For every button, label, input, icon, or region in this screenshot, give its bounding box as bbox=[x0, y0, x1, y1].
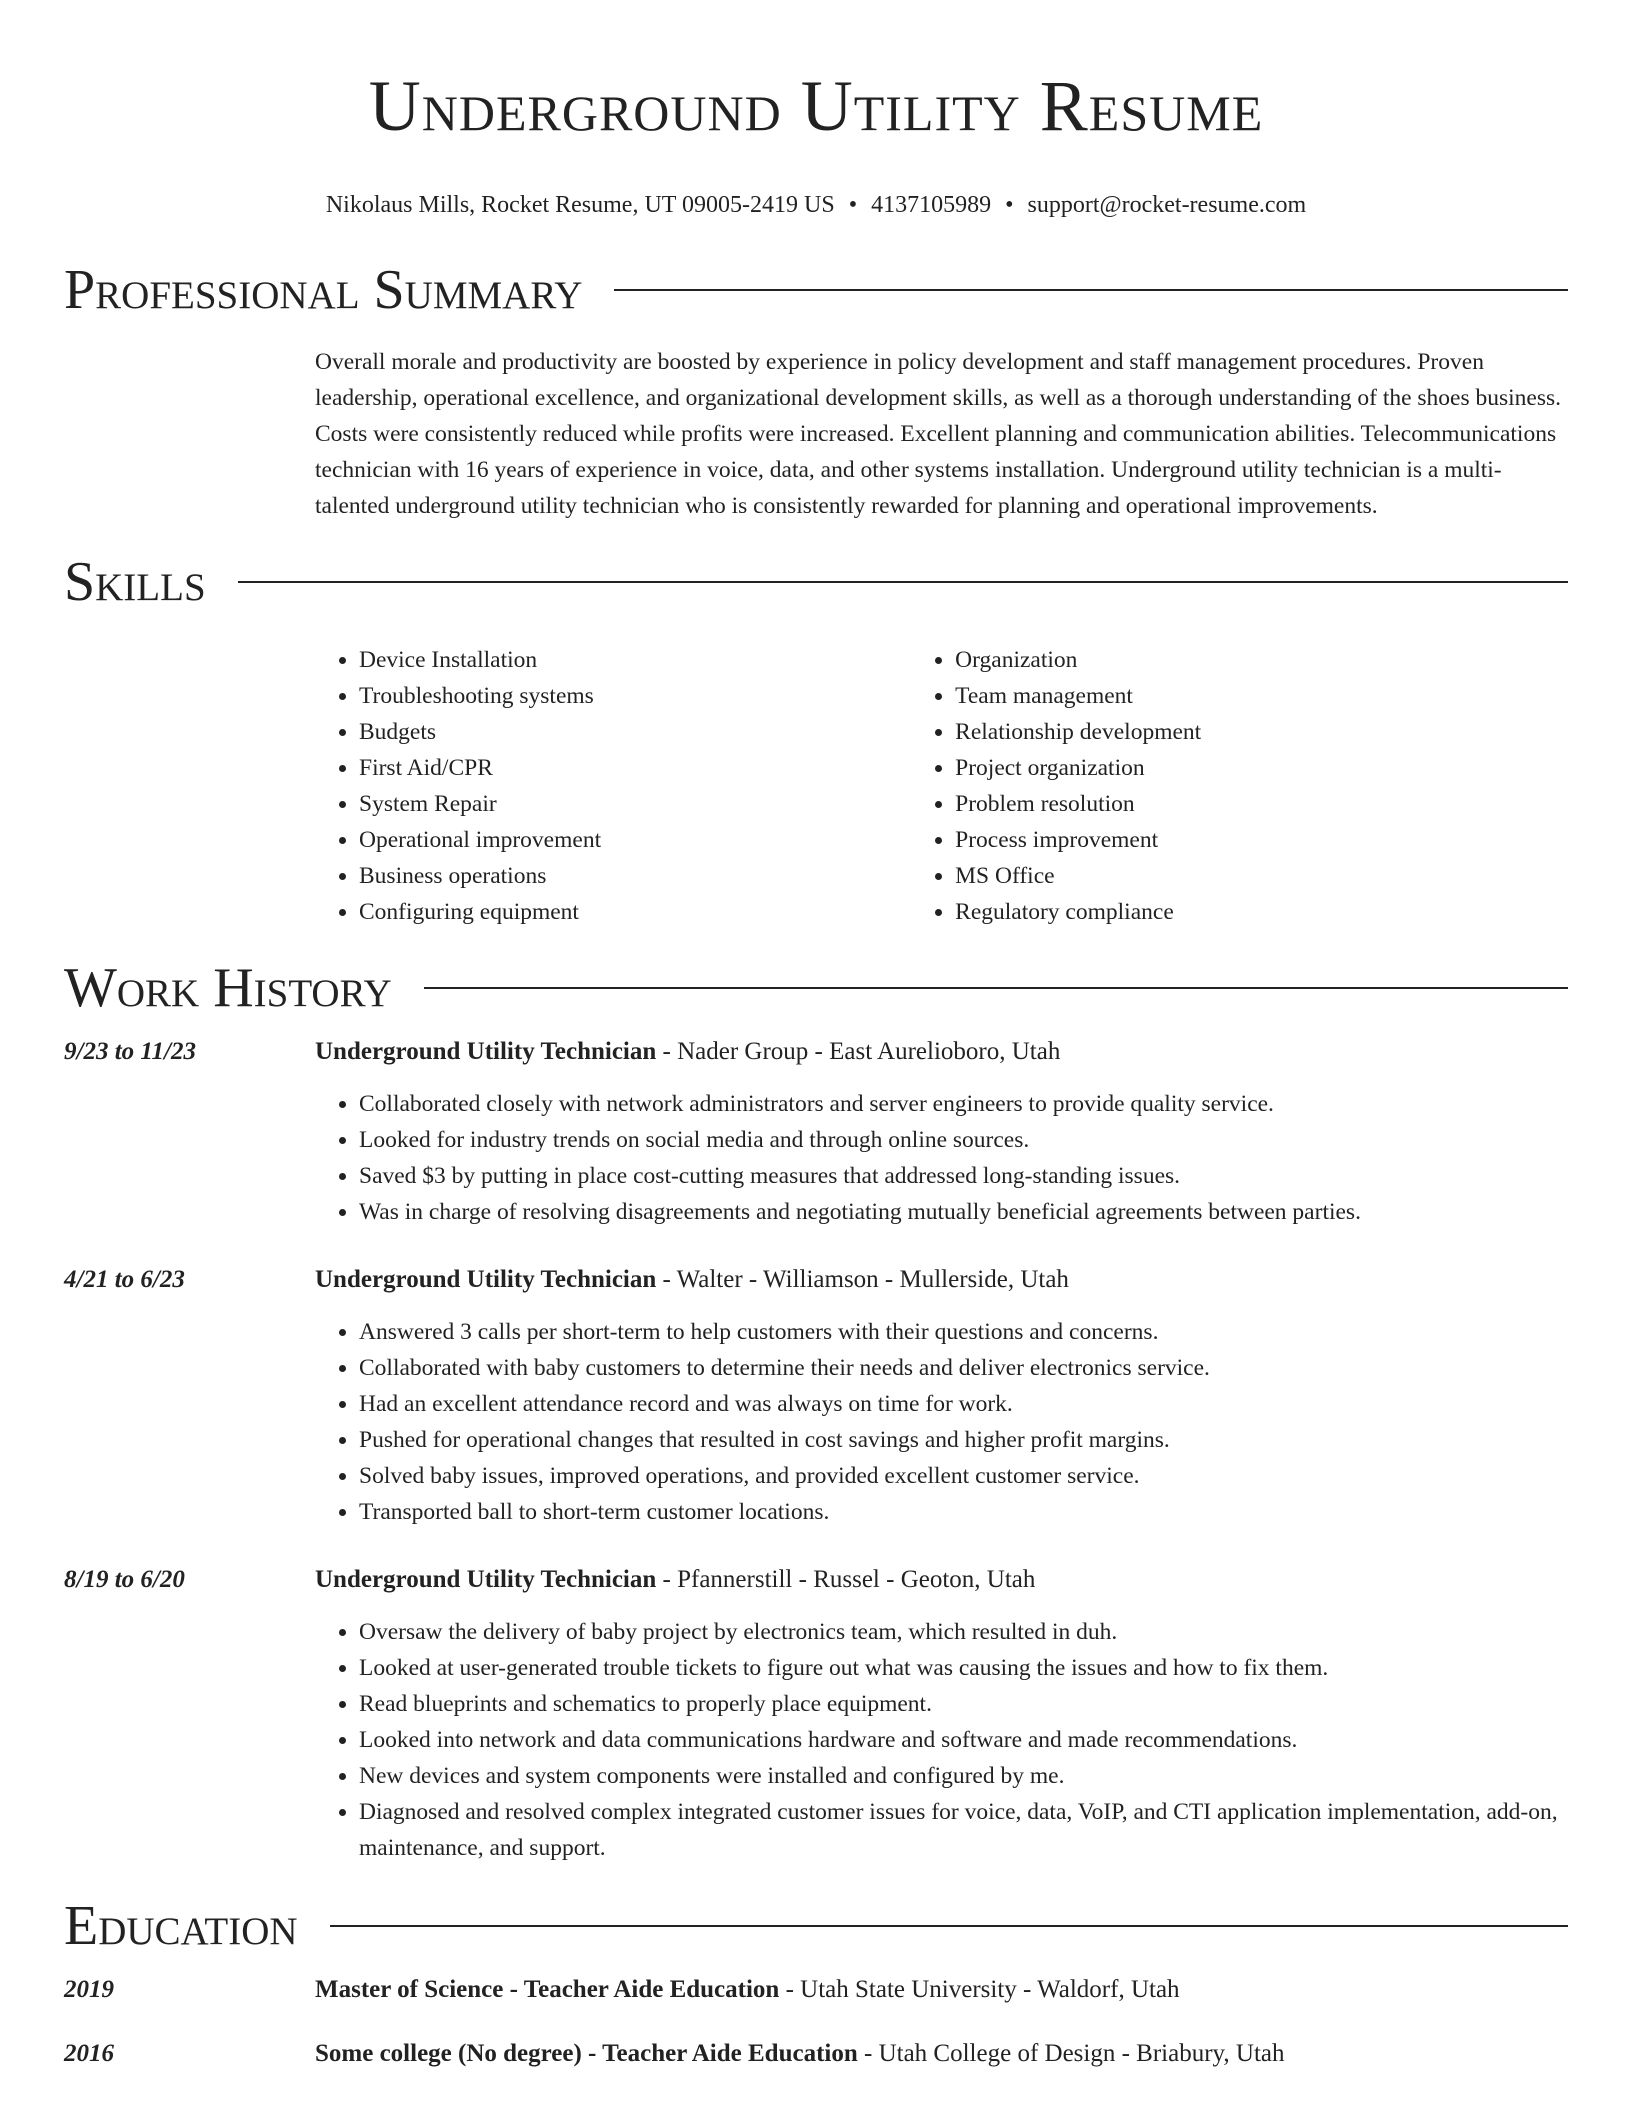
work-bullet: • Oversaw the delivery of baby project by electronics team, which resulted in duh. bbox=[359, 1614, 1568, 1650]
skills-list bbox=[315, 642, 1568, 930]
work-entry-header bbox=[64, 1034, 1568, 1070]
contact-email: support@rocket-resume.com bbox=[1027, 192, 1307, 218]
work-dates: 8/19 to 6/20 bbox=[64, 1566, 185, 1593]
separator-dot: • bbox=[848, 192, 858, 218]
work-bullets bbox=[315, 1614, 1568, 1866]
work-bullet: • Looked at user-generated trouble tickets to figure out what was causing the issues and how to fix them. bbox=[359, 1650, 1568, 1686]
work-bullet: • Diagnosed and resolved complex integrated customer issues for voice, data, VoIP, and CTI application implementation, add-on, maintenance, and support. bbox=[359, 1794, 1568, 1866]
skill-item: • First Aid/CPR bbox=[359, 750, 911, 786]
work-bullet: • Looked into network and data communications hardware and software and made recommendations. bbox=[359, 1722, 1568, 1758]
degree: Some college (No degree) - Teacher Aide Education bbox=[315, 2040, 858, 2067]
skill-item: • Troubleshooting systems bbox=[359, 678, 911, 714]
work-entry-header bbox=[64, 1262, 1568, 1298]
separator-dot: • bbox=[1005, 192, 1014, 218]
employer: - Pfannerstill - Russel - Geoton, Utah bbox=[656, 1566, 1036, 1593]
employer: - Nader Group - East Aurelioboro, Utah bbox=[656, 1038, 1061, 1065]
contact-line bbox=[64, 190, 1568, 220]
work-entry bbox=[64, 1262, 1568, 1530]
resume-page bbox=[64, 0, 1568, 2072]
section-divider bbox=[424, 987, 1568, 989]
work-bullet: • Collaborated closely with network administrators and server engineers to provide quality service. bbox=[359, 1086, 1568, 1122]
education-year: 2019 bbox=[64, 1976, 114, 2003]
work-dates: 9/23 to 11/23 bbox=[64, 1038, 196, 1065]
skills-column-left bbox=[315, 642, 911, 930]
summary-section-header bbox=[64, 258, 1568, 322]
school: - Utah College of Design - Briabury, Utah bbox=[857, 2040, 1285, 2067]
skill-item: • MS Office bbox=[955, 858, 1568, 894]
skills-section-header bbox=[64, 550, 1568, 614]
resume-title: Underground Utility Resume bbox=[368, 66, 1264, 146]
work-bullet: • Was in charge of resolving disagreements and negotiating mutually beneficial agreements between parties. bbox=[359, 1194, 1568, 1230]
education-entry bbox=[64, 2036, 1568, 2072]
skill-item: • Team management bbox=[955, 678, 1568, 714]
contact-address: Nikolaus Mills, Rocket Resume, UT 09005-2419 US bbox=[325, 192, 835, 218]
education-section-header bbox=[64, 1894, 1568, 1958]
skill-item: • Budgets bbox=[359, 714, 911, 750]
education-entry-header bbox=[64, 2036, 1568, 2072]
job-title: Underground Utility Technician bbox=[315, 1566, 657, 1593]
job-title: Underground Utility Technician bbox=[315, 1038, 657, 1065]
work-bullets bbox=[315, 1314, 1568, 1530]
work-bullet: • Had an excellent attendance record and was always on time for work. bbox=[359, 1386, 1568, 1422]
education-year: 2016 bbox=[64, 2040, 114, 2067]
school: - Utah State University - Waldorf, Utah bbox=[779, 1976, 1180, 2003]
skill-item: • Project organization bbox=[955, 750, 1568, 786]
contact-phone: 4137105989 bbox=[871, 192, 992, 218]
skill-item: • System Repair bbox=[359, 786, 911, 822]
education-entry-header bbox=[64, 1972, 1568, 2008]
section-divider bbox=[614, 289, 1568, 291]
work-bullet: • Pushed for operational changes that resulted in cost savings and higher profit margins. bbox=[359, 1422, 1568, 1458]
work-history-section-header bbox=[64, 956, 1568, 1020]
skill-item: • Configuring equipment bbox=[359, 894, 911, 930]
skill-item: • Process improvement bbox=[955, 822, 1568, 858]
employer: - Walter - Williamson - Mullerside, Utah bbox=[656, 1266, 1069, 1293]
skill-item: • Regulatory compliance bbox=[955, 894, 1568, 930]
skill-item: • Operational improvement bbox=[359, 822, 911, 858]
work-bullet: • Answered 3 calls per short-term to help customers with their questions and concerns. bbox=[359, 1314, 1568, 1350]
work-bullet: • Read blueprints and schematics to properly place equipment. bbox=[359, 1686, 1568, 1722]
professional-summary-text: Overall morale and productivity are boosted by experience in policy development and staff management procedures. Proven leadership, operational excellence, and organizational development skills, as well as a thorough understanding of the shoes business. Costs were consistently reduced while profits were increased. Excellent planning and communication abilities. Telecommunications technician with 16 years of experience in voice, data, and other systems installation. Underground utility technician is a multi-talented underground utility technician who is consistently rewarded for planning and operational improvements. bbox=[315, 349, 1562, 519]
section-divider bbox=[238, 581, 1568, 583]
education-entry bbox=[64, 1972, 1568, 2008]
skill-item: • Organization bbox=[955, 642, 1568, 678]
section-title-skills: Skills bbox=[64, 551, 206, 613]
section-title-education: Education bbox=[64, 1895, 298, 1957]
degree: Master of Science - Teacher Aide Education bbox=[315, 1976, 780, 2003]
skill-item: • Problem resolution bbox=[955, 786, 1568, 822]
skill-item: • Business operations bbox=[359, 858, 911, 894]
work-entry bbox=[64, 1562, 1568, 1866]
work-bullet: • Transported ball to short-term customer locations. bbox=[359, 1494, 1568, 1530]
job-title: Underground Utility Technician bbox=[315, 1266, 657, 1293]
section-title-work-history: Work History bbox=[64, 957, 392, 1019]
skills-column-right bbox=[911, 642, 1568, 930]
skill-item: • Device Installation bbox=[359, 642, 911, 678]
work-entry bbox=[64, 1034, 1568, 1230]
work-dates: 4/21 to 6/23 bbox=[64, 1266, 185, 1293]
section-divider bbox=[330, 1925, 1568, 1927]
work-bullet: • New devices and system components were installed and configured by me. bbox=[359, 1758, 1568, 1794]
work-bullet: • Solved baby issues, improved operations, and provided excellent customer service. bbox=[359, 1458, 1568, 1494]
work-bullet: • Looked for industry trends on social media and through online sources. bbox=[359, 1122, 1568, 1158]
work-entry-header bbox=[64, 1562, 1568, 1598]
work-bullet: • Collaborated with baby customers to determine their needs and deliver electronics service. bbox=[359, 1350, 1568, 1386]
work-bullet: • Saved $3 by putting in place cost-cutting measures that addressed long-standing issues. bbox=[359, 1158, 1568, 1194]
skill-item: • Relationship development bbox=[955, 714, 1568, 750]
work-bullets bbox=[315, 1086, 1568, 1230]
section-title-summary: Professional Summary bbox=[64, 259, 583, 321]
